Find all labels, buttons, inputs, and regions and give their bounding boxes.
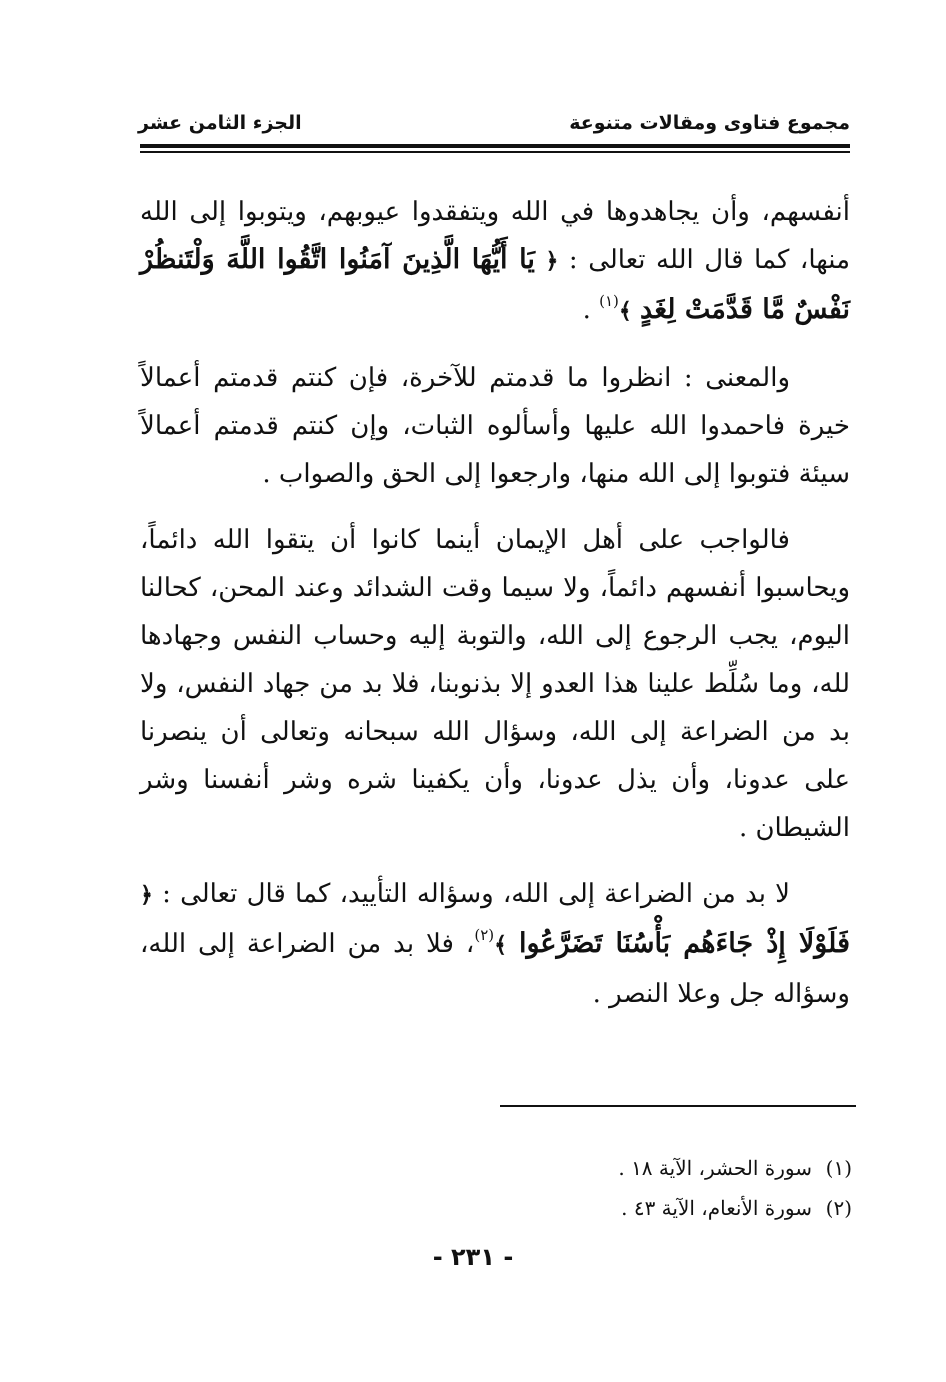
paragraph-3: فالواجب على أهل الإيمان أينما كانوا أن يتقوا الله دائماً، ويحاسبوا أنفسهم دائماً، ولا سيما وقت الشدائد وعند المحن، كحالنا اليوم، يجب الرجوع إلى الله، والتوبة إليه وحساب النفس وجهادها لله، وما سُلِّط علينا هذا العدو إلا بذنوبنا، فلا بد من جهاد النفس، ولا بد من الضراعة إلى الله، وسؤال الله سبحانه وتعالى أن ينصرنا على عدونا، وأن يذل عدونا، وأن يكفينا شره وشر أنفسنا وشر الشيطان . [140,525,850,843]
paragraph-4-end: ، فلا بد من الضراعة إلى الله، وسؤاله جل وعلا النصر . [140,929,850,1009]
paragraph-4-text: لا بد من الضراعة إلى الله، وسؤاله التأييد، كما قال تعالى : [152,879,790,909]
footnote-text: سورة الحشر، الآية ١٨ . [618,1156,812,1180]
quran-verse-2: فَلَوْلَا إِذْ جَاءَهُم بَأْسُنَا تَضَرَّعُوا [518,928,851,959]
footnote-2 [140,1188,852,1228]
footnote-number: (٢) [825,1196,852,1220]
paragraph-4 [140,870,850,1018]
paragraph-1-text: أنفسهم، وأن يجاهدوها في الله ويتفقدوا عيوبهم، ويتوبوا إلى الله منها، كما قال الله تعالى : [140,197,850,275]
ornate-bracket-open: ﴿ [545,249,559,274]
volume-label: الجزء الثامن عشر [138,112,302,134]
footnote-ref-2[interactable]: (٢) [474,926,495,944]
main-text [140,188,850,1036]
running-header [138,112,850,142]
footnote-1 [140,1148,852,1188]
footnote-separator [500,1105,856,1107]
ornate-bracket-close: ﴾ [494,933,507,958]
ornate-bracket-close: ﴾ [618,299,632,324]
paragraph-1 [140,188,850,336]
paragraph-1-end: . [582,295,600,325]
header-rule-thin [140,151,850,153]
quran-verse-1: يَا أَيُّهَا الَّذِينَ آمَنُوا اتَّقُوا اللَّهَ وَلْتَنظُرْ نَفْسٌ مَّا قَدَّمَتْ لِغَدٍ [140,244,850,325]
ornate-bracket-open: ﴿ [140,883,153,908]
footnote-ref-1[interactable]: (١) [599,292,619,310]
header-rule-thick [140,144,850,148]
paragraph-2: والمعنى : انظروا ما قدمتم للآخرة، فإن كنتم قدمتم أعمالاً خيرة فاحمدوا الله عليها وأسألوه الثبات، وإن كنتم قدمتم أعمالاً سيئة فتوبوا إلى الله منها، وارجعوا إلى الحق والصواب . [140,363,850,489]
footnote-text: سورة الأنعام، الآية ٤٣ . [621,1196,812,1220]
book-title: مجموع فتاوى ومقالات متنوعة [569,112,850,134]
page-number: - ٢٣١ - [432,1243,514,1271]
footnote-number: (١) [825,1156,852,1180]
footnotes [140,1148,852,1228]
